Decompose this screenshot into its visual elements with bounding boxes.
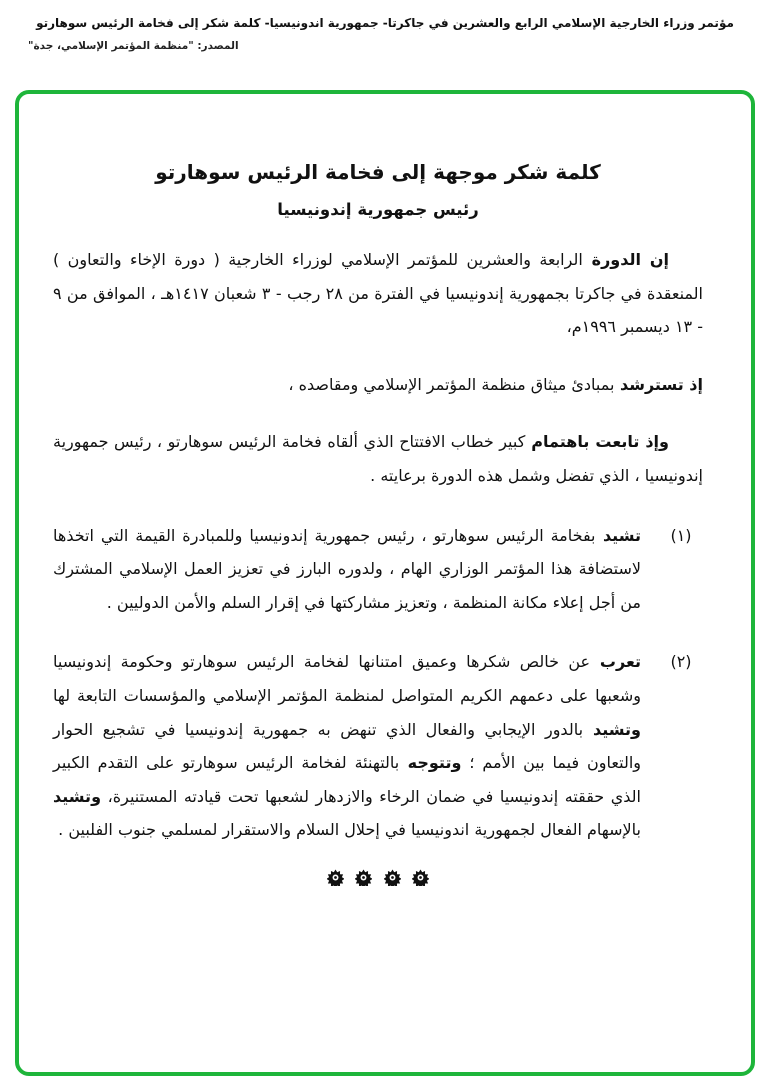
paragraph-preamble: إن الدورة الرابعة والعشرين للمؤتمر الإسلامي لوزراء الخارجية ( دورة الإخاء والتعاون ) المنعقدة في جاكرتا بجمهورية إندونيسيا في الفترة من ٢٨ رجب - ٣ شعبان ١٤١٧هـ ، الموافق من ٩ - ١٣ ديسمبر ١٩٩٦م، [53, 250, 704, 337]
rosette-icon [412, 869, 429, 890]
page-header [0, 0, 770, 52]
document-title: كلمة شكر موجهة إلى فخامة الرئيس سوهارتو [155, 160, 601, 184]
green-frame [15, 90, 755, 1076]
rosette-icon [355, 869, 372, 890]
ornament-row [53, 869, 703, 890]
paragraph-followed-speech: وإذ تابعت باهتمام كبير خطاب الافتتاح الذي ألقاه فخامة الرئيس سوهارتو ، رئيس جمهورية إندونيسيا ، الذي تفضل وشمل هذه الدورة برعايته . [53, 432, 703, 485]
numbered-item-2 [53, 645, 703, 847]
header-source: المصدر: "منظمة المؤتمر الإسلامي، جدة" [28, 40, 239, 52]
document-subtitle: رئيس جمهورية إندونيسيا [277, 200, 479, 219]
item-1-paragraph: تشيد بفخامة الرئيس سوهارتو ، رئيس جمهورية إندونيسيا وللمبادرة القيمة التي اتخذها لاستضافة هذا المؤتمر الوزاري الهام ، ولدوره البارز في تعزيز العمل الإسلامي المشترك من أجل إعلاء مكانة المنظمة ، وتعزيز مشاركتها في إقرار السلم والأمن الدوليين . [53, 525, 642, 612]
header-title: مؤتمر وزراء الخارجية الإسلامي الرابع والعشرين في جاكرتا- جمهورية اندونيسيا- كلمة شكر إلى فخامة الرئيس سوهارتو [36, 16, 734, 30]
item-2-number: (٢) [670, 652, 692, 672]
item-1-number: (١) [670, 525, 692, 545]
paragraph-guided-by-charter: إذ تسترشد بمبادئ ميثاق منظمة المؤتمر الإسلامي ومقاصده ، [288, 374, 703, 394]
rosette-icon [327, 869, 344, 890]
document-content [19, 94, 751, 890]
item-2-paragraph: تعرب عن خالص شكرها وعميق امتنانها لفخامة الرئيس سوهارتو وحكومة إندونيسيا وشعبها على دعمهم الكريم المتواصل لمنظمة المؤتمر الإسلامي والمؤسسات التابعة لها وتشيد بالدور الإيجابي والفعال الذي تنهض به جمهورية إندونيسيا في تشجيع الحوار والتعاون فيما بين الأمم ؛ وتتوجه بالتهنئة لفخامة الرئيس سوهارتو على التقدم الكبير الذي حققته إندونيسيا في ضمان الرخاء والازدهار لشعبها تحت قيادته المستنيرة، وتشيد بالإسهام الفعال لجمهورية اندونيسيا في إحلال السلام والاستقرار لمسلمي جنوب الفلبين . [53, 652, 642, 840]
numbered-item-1 [53, 519, 703, 620]
rosette-icon [384, 869, 401, 890]
